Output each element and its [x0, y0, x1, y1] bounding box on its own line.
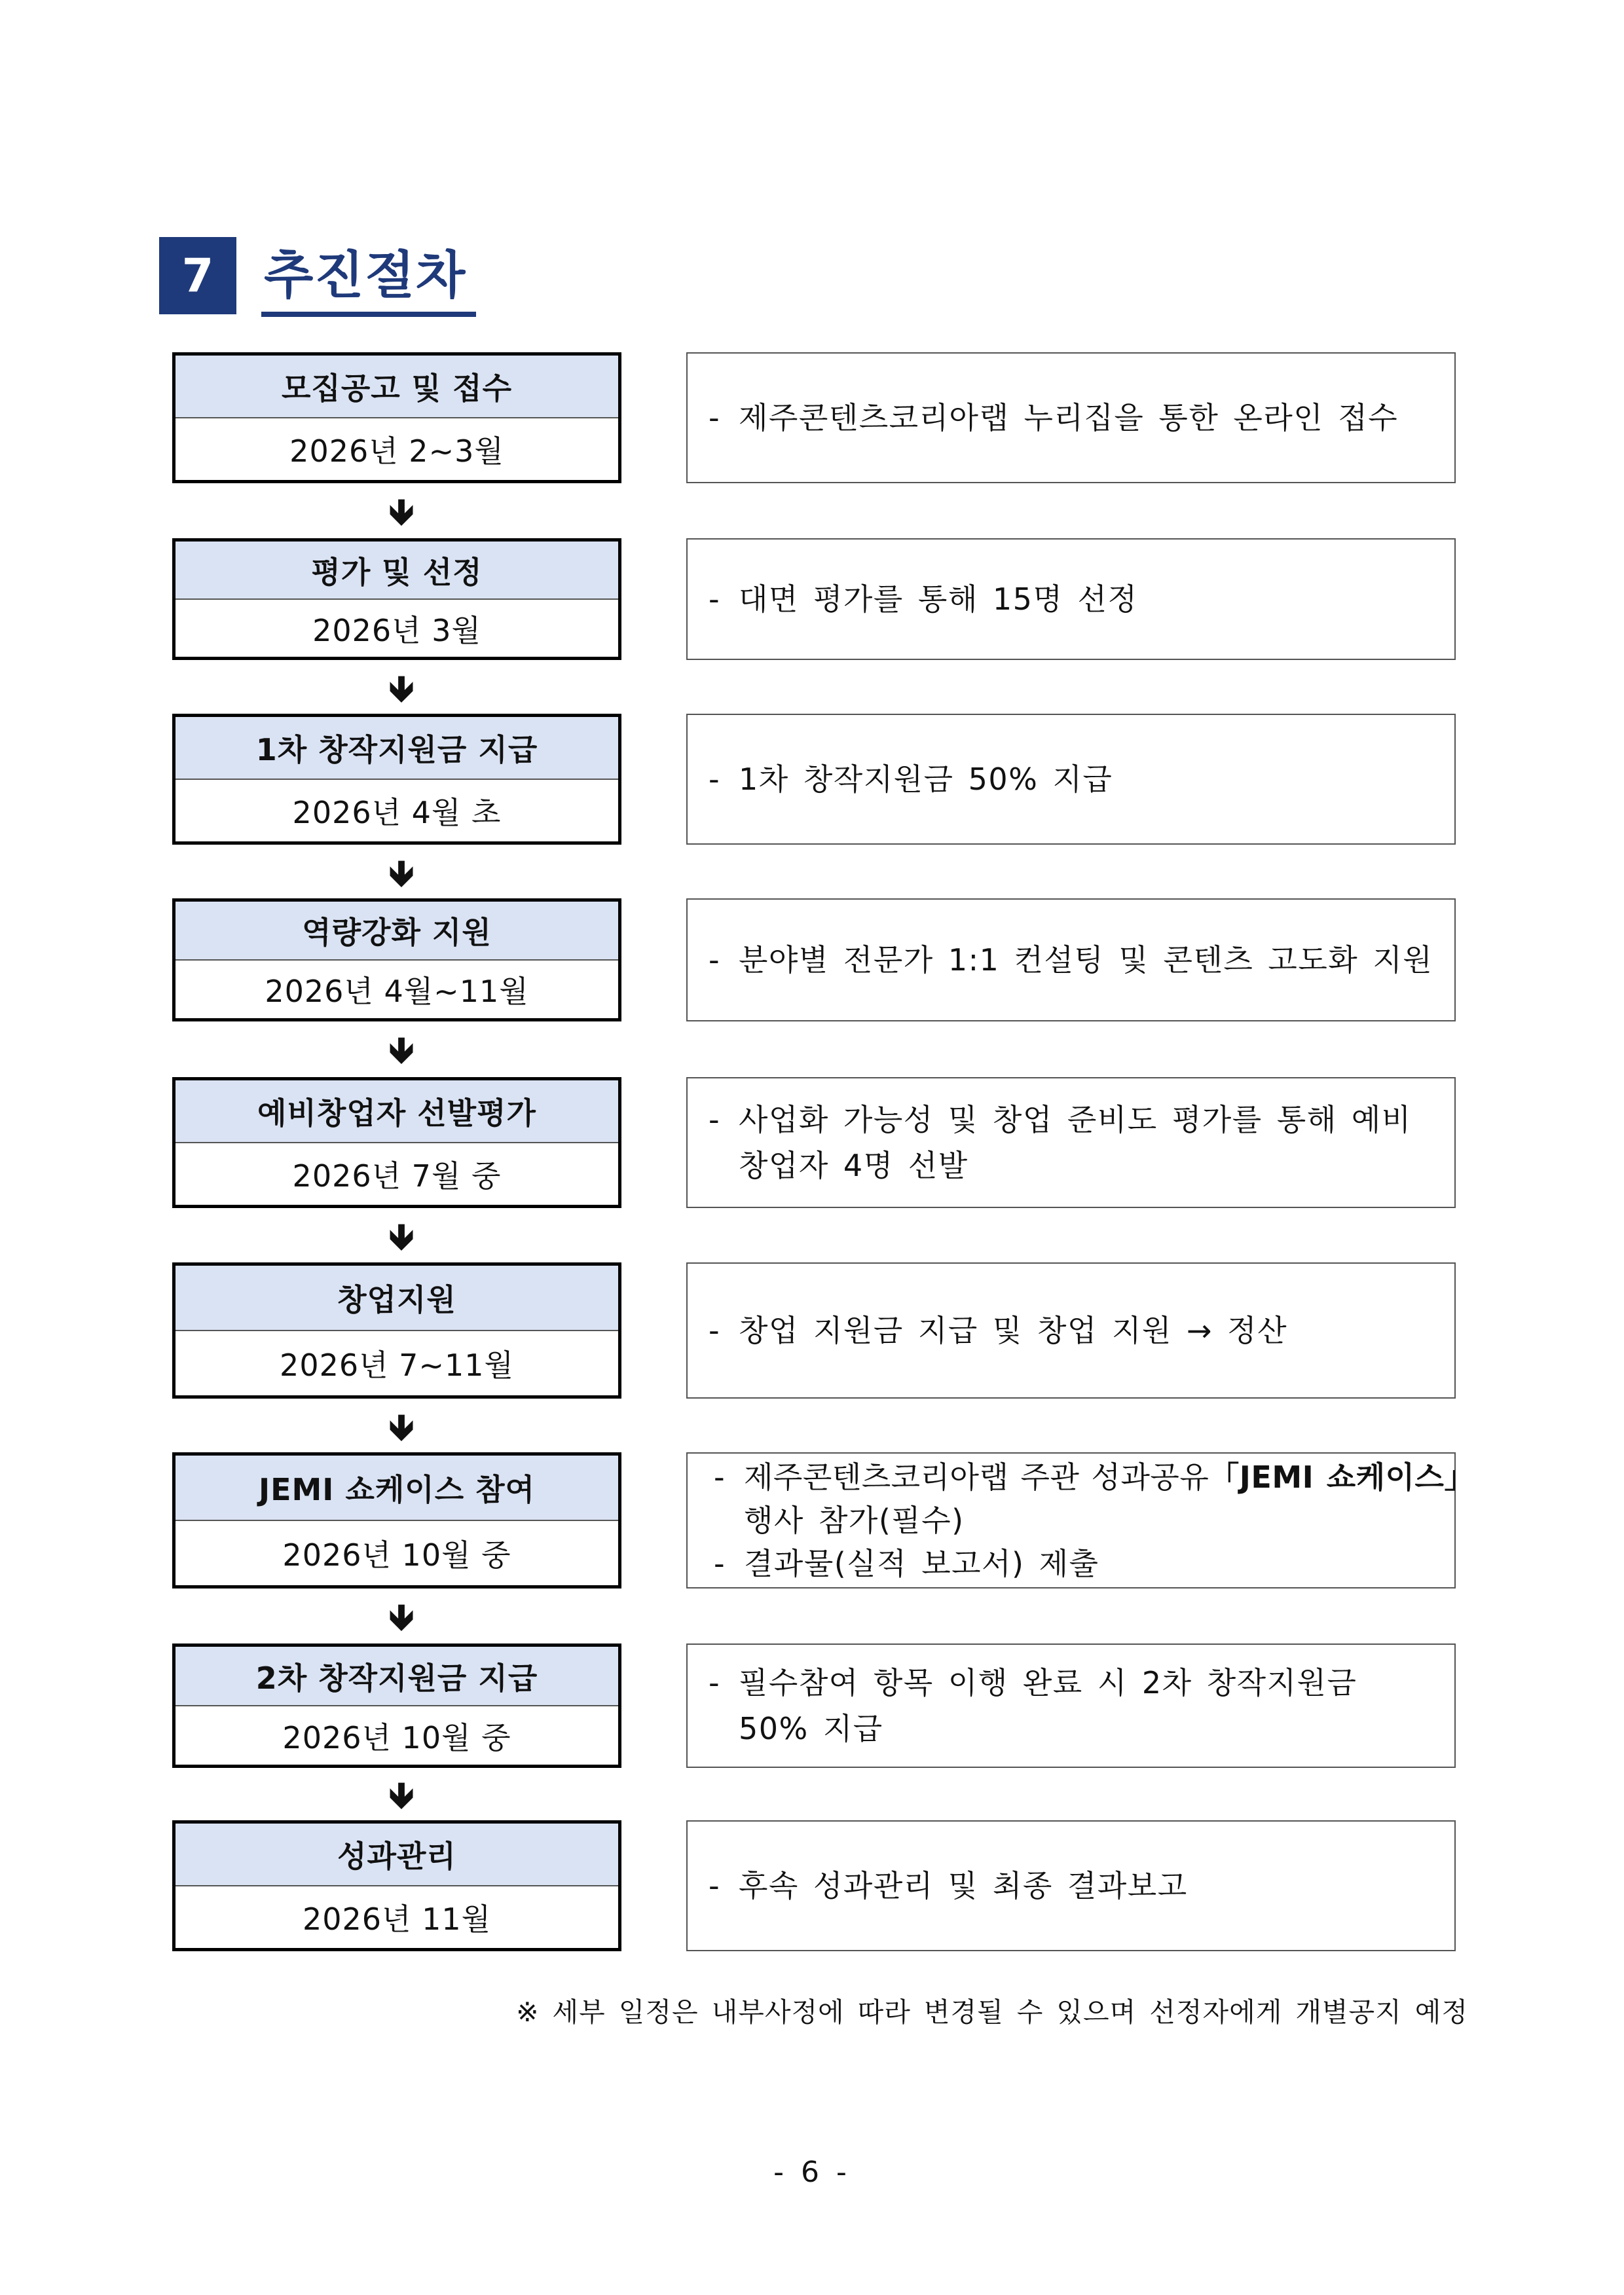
bullet-dash: -	[709, 1868, 721, 1903]
description-line: - 제주콘텐츠코리아랩 누리집을 통한 온라인 접수	[709, 395, 1435, 441]
step-description	[686, 352, 1456, 483]
down-arrow-icon: 🡻	[388, 1774, 415, 1816]
step-box	[172, 898, 621, 1021]
step-description	[686, 714, 1456, 845]
bullet-dash: -	[709, 762, 721, 797]
step-jemi-showcase	[172, 1452, 1475, 1588]
down-arrow-icon: 🡻	[388, 853, 415, 894]
down-arrow-icon: 🡻	[388, 1406, 415, 1448]
description-line: - 제주콘텐츠코리아랩 주관 성과공유「JEMI 쇼케이스」	[714, 1456, 1435, 1499]
step-title: 1차 창작지원금 지급	[175, 717, 618, 780]
description-line: - 후속 성과관리 및 최종 결과보고	[709, 1863, 1435, 1909]
down-arrow-icon: 🡻	[388, 1596, 415, 1638]
down-arrow-icon: 🡻	[388, 491, 415, 532]
step-title: 역량강화 지원	[175, 902, 618, 961]
step-title: 2차 창작지원금 지급	[175, 1647, 618, 1706]
bullet-dash: -	[709, 581, 721, 617]
step-date: 2026년 11월	[302, 1901, 492, 1937]
step-date: 2026년 7월 중	[292, 1158, 502, 1194]
section-title: 추진절차	[264, 246, 467, 305]
step-description	[686, 1077, 1456, 1208]
step-recruitment	[172, 352, 1456, 483]
step-title: 예비창업자 선발평가	[175, 1080, 618, 1143]
description-line: 행사 참가(필수)	[744, 1503, 965, 1538]
step-first-grant	[172, 714, 1456, 845]
bullet-dash: -	[709, 1102, 721, 1137]
step-box	[172, 352, 621, 483]
step-box	[172, 538, 621, 660]
step-title: 평가 및 선정	[175, 542, 618, 600]
step-box	[172, 1643, 621, 1768]
step-description	[686, 898, 1456, 1021]
description-line: - 1차 창작지원금 50% 지급	[709, 756, 1435, 802]
step-performance-management	[172, 1820, 1456, 1951]
step-date: 2026년 3월	[312, 612, 481, 648]
step-date: 2026년 7~11월	[280, 1348, 514, 1383]
bullet-dash: -	[709, 400, 721, 435]
step-date: 2026년 2~3월	[289, 433, 504, 469]
step-description	[686, 1262, 1456, 1399]
step-date: 2026년 4월~11월	[265, 974, 529, 1009]
step-description	[686, 1452, 1475, 1588]
step-date: 2026년 10월 중	[282, 1537, 511, 1573]
bullet-dash: -	[709, 1665, 721, 1700]
step-description	[686, 538, 1456, 660]
step-box	[172, 1820, 621, 1951]
step-title: 성과관리	[175, 1824, 618, 1886]
bullet-dash: -	[709, 942, 721, 978]
step-box	[172, 1077, 621, 1208]
bullet-dash: -	[709, 1313, 721, 1348]
step-box	[172, 1452, 621, 1588]
section-number: 7	[159, 237, 236, 314]
showcase-name: 「JEMI 쇼케이스」	[1209, 1460, 1475, 1495]
description-line: - 대면 평가를 통해 15명 선정	[709, 576, 1435, 622]
down-arrow-icon: 🡻	[388, 1216, 415, 1257]
step-date: 2026년 10월 중	[282, 1719, 511, 1755]
down-arrow-icon: 🡻	[388, 1029, 415, 1071]
step-title: JEMI 쇼케이스 참여	[175, 1456, 618, 1521]
step-second-grant	[172, 1643, 1456, 1768]
description-line: - 필수참여 항목 이행 완료 시 2차 창작지원금 50% 지급	[709, 1660, 1435, 1752]
step-evaluation	[172, 538, 1456, 660]
step-capacity-building	[172, 898, 1456, 1021]
step-title: 모집공고 및 접수	[175, 356, 618, 418]
step-box	[172, 1262, 621, 1399]
bullet-dash: -	[714, 1460, 726, 1495]
step-box	[172, 714, 621, 845]
step-description	[686, 1643, 1456, 1768]
step-description	[686, 1820, 1456, 1951]
description-line: - 사업화 가능성 및 창업 준비도 평가를 통해 예비 창업자 4명 선발	[709, 1097, 1435, 1188]
section-title-underline	[261, 312, 476, 317]
description-line: - 결과물(실적 보고서) 제출	[714, 1542, 1435, 1585]
description-line: - 분야별 전문가 1:1 컨설팅 및 콘텐츠 고도화 지원	[709, 937, 1435, 983]
down-arrow-icon: 🡻	[388, 668, 415, 709]
step-date: 2026년 4월 초	[292, 795, 502, 830]
step-title: 창업지원	[175, 1266, 618, 1331]
page-number: - 6 -	[773, 2156, 851, 2189]
schedule-footnote: ※ 세부 일정은 내부사정에 따라 변경될 수 있으며 선정자에게 개별공지 예정	[516, 1996, 1468, 2028]
step-pre-founder-selection	[172, 1077, 1456, 1208]
bullet-dash: -	[714, 1546, 726, 1581]
description-line: - 창업 지원금 지급 및 창업 지원 → 정산	[709, 1308, 1435, 1353]
step-startup-support	[172, 1262, 1456, 1399]
